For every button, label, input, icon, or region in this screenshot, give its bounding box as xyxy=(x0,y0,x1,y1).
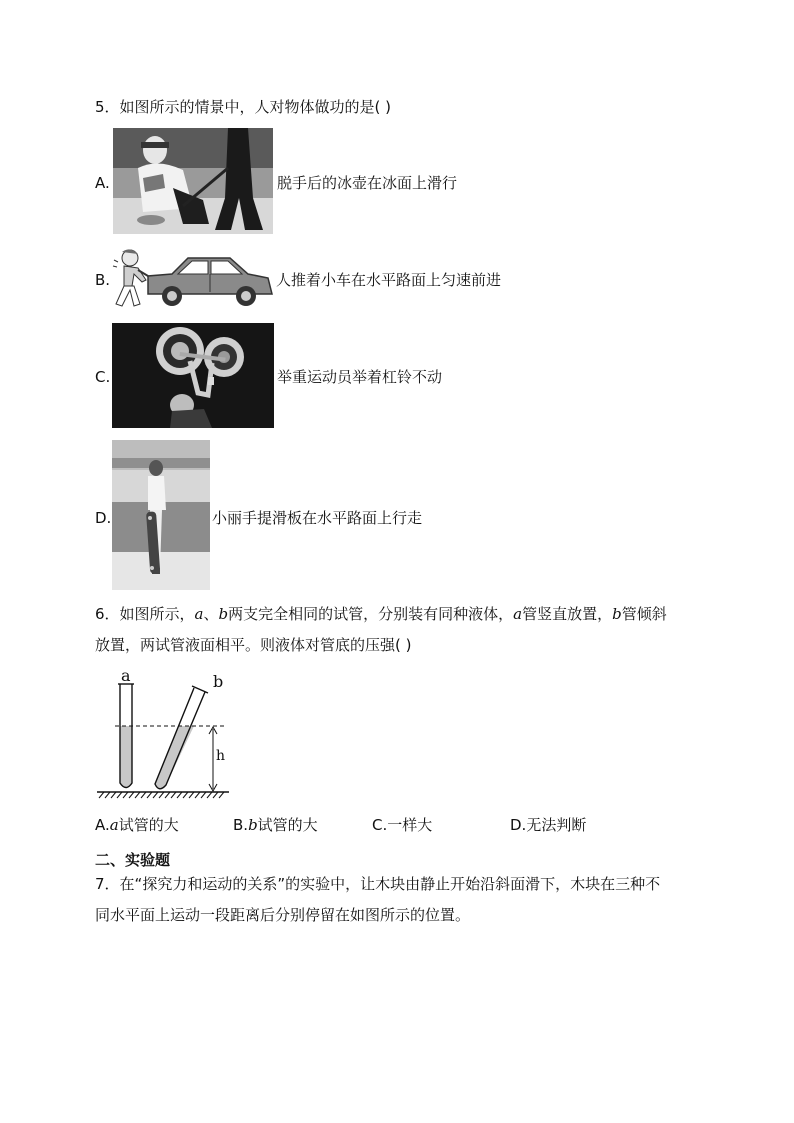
q6-option-b: B.b试管的大 xyxy=(233,816,318,834)
q6-stem-line2: 放置，两试管液面相平。则液体对管底的压强( ) xyxy=(95,636,412,654)
section-title: 二、实验题 xyxy=(95,851,171,869)
height-label: h xyxy=(216,748,226,764)
q6-option-c: C.一样大 xyxy=(372,816,433,834)
q6-option-a: A.a试管的大 xyxy=(95,816,179,834)
q5-option-b-text: 人推着小车在水平路面上匀速前进 xyxy=(276,271,502,289)
tube-a-label: a xyxy=(121,666,131,685)
q5-option-d-text: 小丽手提滑板在水平路面上行走 xyxy=(212,509,423,527)
q5-option-d-letter: D. xyxy=(95,509,112,527)
weightlifter-photo xyxy=(112,323,274,428)
q5-option-a-letter: A. xyxy=(95,174,110,192)
person-pushing-car xyxy=(112,246,274,310)
q7-line2: 同水平面上运动一段距离后分别停留在如图所示的位置。 xyxy=(95,906,471,924)
test-tube-diagram xyxy=(95,668,235,800)
q5-option-b-letter: B. xyxy=(95,271,111,289)
q6-stem-line1: 6．如图所示，a、b两支完全相同的试管，分别装有同种液体，a管竖直放置，b管倾斜 xyxy=(95,605,667,623)
q5-option-c-text: 举重运动员举着杠铃不动 xyxy=(277,368,443,386)
q7-line1: 7．在“探究力和运动的关系”的实验中，让木块由静止开始沿斜面滑下，木块在三种不 xyxy=(95,875,661,893)
tube-b-label: b xyxy=(213,672,224,691)
curling-photo xyxy=(113,128,273,234)
q5-stem: 5．如图所示的情景中，人对物体做功的是( ) xyxy=(95,98,392,116)
q5-option-a-text: 脱手后的冰壶在冰面上滑行 xyxy=(277,174,458,192)
girl-with-skateboard-photo xyxy=(112,440,210,590)
q5-option-c-letter: C. xyxy=(95,368,111,386)
q6-option-d: D.无法判断 xyxy=(510,816,587,834)
